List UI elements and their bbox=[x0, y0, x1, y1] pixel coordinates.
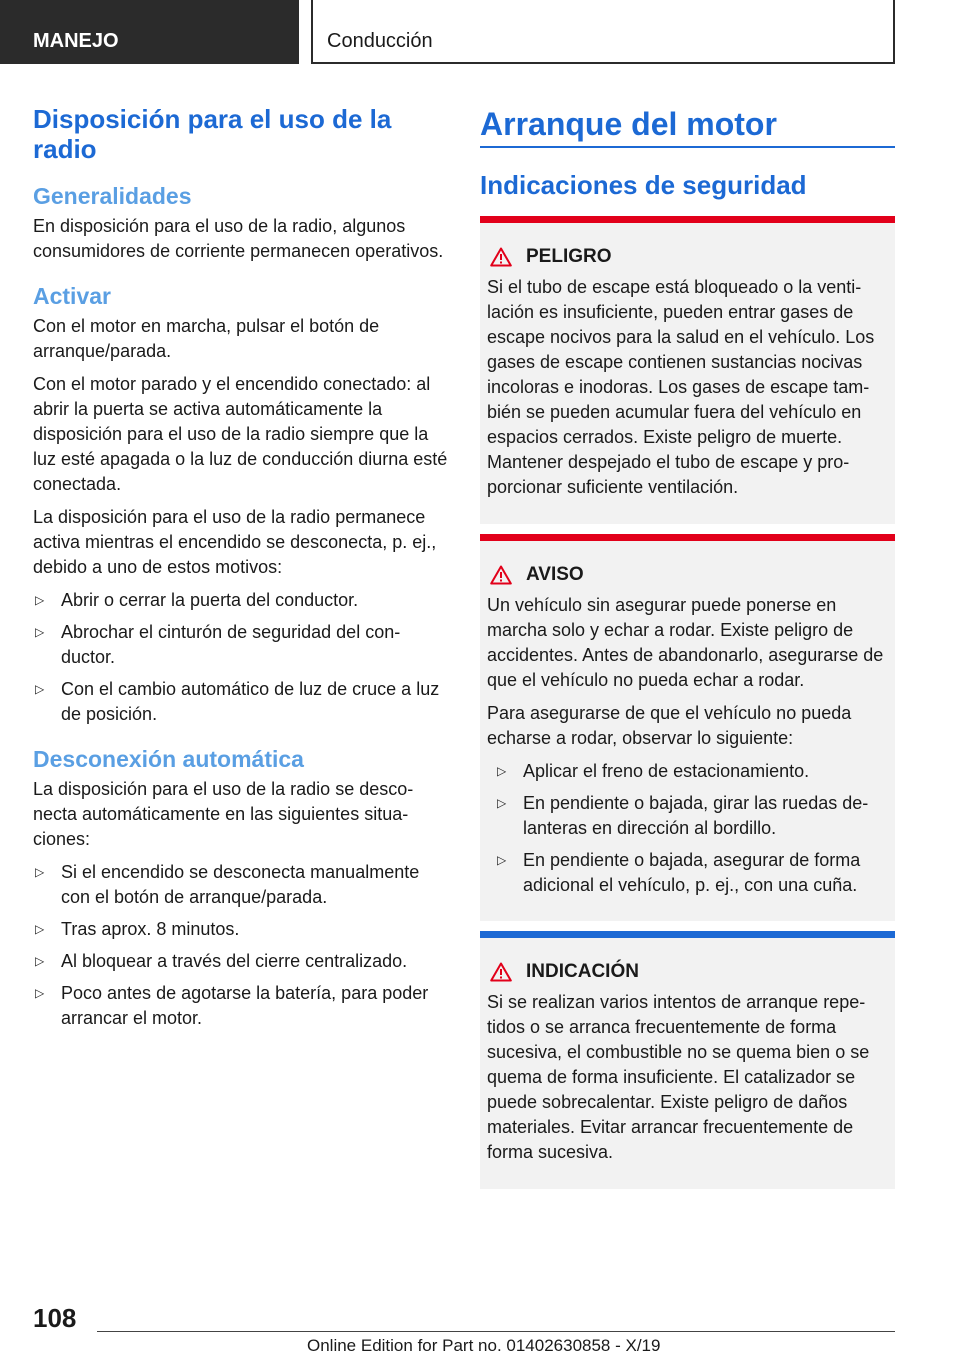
footer-edition: Online Edition for Part no. 01402630858 - X/19 bbox=[307, 1336, 661, 1355]
notice-label: INDICACIÓN bbox=[526, 961, 639, 982]
list-aviso bbox=[495, 759, 887, 898]
notice-header bbox=[487, 563, 887, 587]
notice-aviso bbox=[480, 534, 895, 921]
paragraph-generalidades: En disposición para el uso de la radio, algunos consumidores de corriente permanecen operativos. bbox=[33, 216, 444, 261]
list-item: ▷ En pendiente o bajada, girar las ruedas delanteras en dirección al bordillo. bbox=[497, 793, 869, 838]
list-item: ▷ Tras aprox. 8 minutos. bbox=[33, 917, 448, 942]
section-title-arranque: Arranque del motor bbox=[480, 104, 895, 148]
triangle-right-icon: ▷ bbox=[35, 954, 45, 968]
notice-label: AVISO bbox=[526, 564, 584, 585]
triangle-right-icon: ▷ bbox=[497, 764, 507, 778]
notice-text: Un vehículo sin asegurar puede ponerse en marcha solo y echar a rodar. Existe peligro de accidentes. Antes de abandonarlo, asegurarse de que el vehículo no pueda echar a rodar. bbox=[487, 595, 884, 690]
list-item: ▷ Si el encendido se desconecta manualmente con el botón de arranque/parada. bbox=[35, 862, 420, 907]
list-item: ▷ Poco antes de agotarse la batería, para poder arrancar el motor. bbox=[35, 983, 429, 1028]
footer-divider bbox=[97, 1331, 895, 1332]
section-title-radio: Disposición para el uso de la radio bbox=[33, 104, 392, 164]
triangle-right-icon: ▷ bbox=[35, 682, 45, 696]
paragraph-activar-3: La disposición para el uso de la radio permanece activa mientras el encendido se desconecta, p. ej., debido a uno de estos motivos: bbox=[33, 507, 437, 577]
notice-text: Si se realizan varios intentos de arranque repetidos o se arranca frecuentemente de forma sucesiva, el combustible no se quema bien o se quema de forma insuficiente. El catalizador se puede sobrecalentar. Existe peligro de daños materiales. Evitar arrancar frecuentemente de forma sucesiva. bbox=[487, 992, 870, 1162]
paragraph-activar-1: Con el motor en marcha, pulsar el botón de arranque/parada. bbox=[33, 316, 380, 361]
list-item: ▷ Con el cambio automático de luz de cruce a luz de posición. bbox=[35, 679, 440, 724]
notice-text-2: Para asegurarse de que el vehículo no pueda echarse a rodar, observar lo siguiente: bbox=[487, 703, 852, 748]
right-column bbox=[480, 104, 895, 1199]
triangle-right-icon: ▷ bbox=[497, 853, 507, 867]
paragraph-activar-2: Con el motor parado y el encendido conectado: al abrir la puerta se activa automáticamente la disposición para el uso de la radio siempre que la luz esté apagada o la luz de conducción diurna esté conectada. bbox=[33, 374, 448, 494]
notice-indicacion bbox=[480, 931, 895, 1189]
triangle-right-icon: ▷ bbox=[35, 865, 45, 879]
list-item: ▷ Abrir o cerrar la puerta del conductor. bbox=[33, 588, 448, 613]
list-desconexion bbox=[33, 860, 448, 1031]
paragraph-desconexion: La disposición para el uso de la radio se desconecta automáticamente en las siguientes situaciones: bbox=[33, 779, 414, 849]
header-chapter-tab: Conducción bbox=[311, 0, 895, 64]
list-item: ▷ En pendiente o bajada, asegurar de forma adicional el vehículo, p. ej., con una cuña. bbox=[497, 850, 861, 895]
heading-desconexion: Desconexión automática bbox=[33, 746, 304, 772]
triangle-right-icon: ▷ bbox=[35, 625, 45, 639]
notice-label: PELIGRO bbox=[526, 246, 612, 267]
heading-indicaciones-seguridad: Indicaciones de seguridad bbox=[480, 170, 807, 200]
triangle-right-icon: ▷ bbox=[497, 796, 507, 810]
notice-text: Si el tubo de escape está bloqueado o la ventilación es insuficiente, pueden entrar gases de escape nocivos para la salud en el vehículo. Los gases de escape contienen sustancias nocivas incoloras e inodoras. Los gases de escape también se pueden acumular fuera del vehículo en espacios cerrados. Existe peligro de muerte. Mantener despejado el tubo de escape y proporcionar suficiente ventilación. bbox=[487, 277, 875, 497]
warning-triangle-icon bbox=[490, 565, 512, 585]
warning-triangle-icon bbox=[490, 962, 512, 982]
page-number: 108 bbox=[33, 1303, 77, 1333]
header-section-tab: MANEJO bbox=[0, 0, 299, 64]
heading-activar: Activar bbox=[33, 283, 111, 309]
notice-header bbox=[487, 245, 887, 269]
list-item: ▷ Aplicar el freno de estacionamiento. bbox=[495, 759, 887, 784]
heading-generalidades: Generalidades bbox=[33, 183, 192, 209]
triangle-right-icon: ▷ bbox=[35, 986, 45, 1000]
list-item: ▷ Al bloquear a través del cierre centralizado. bbox=[33, 949, 448, 974]
left-column bbox=[33, 104, 448, 1038]
notice-peligro bbox=[480, 216, 895, 524]
triangle-right-icon: ▷ bbox=[35, 593, 45, 607]
warning-triangle-icon bbox=[490, 247, 512, 267]
list-activar bbox=[33, 588, 448, 727]
list-item: ▷ Abrochar el cinturón de seguridad del conductor. bbox=[35, 622, 401, 667]
triangle-right-icon: ▷ bbox=[35, 922, 45, 936]
notice-header bbox=[487, 960, 887, 984]
